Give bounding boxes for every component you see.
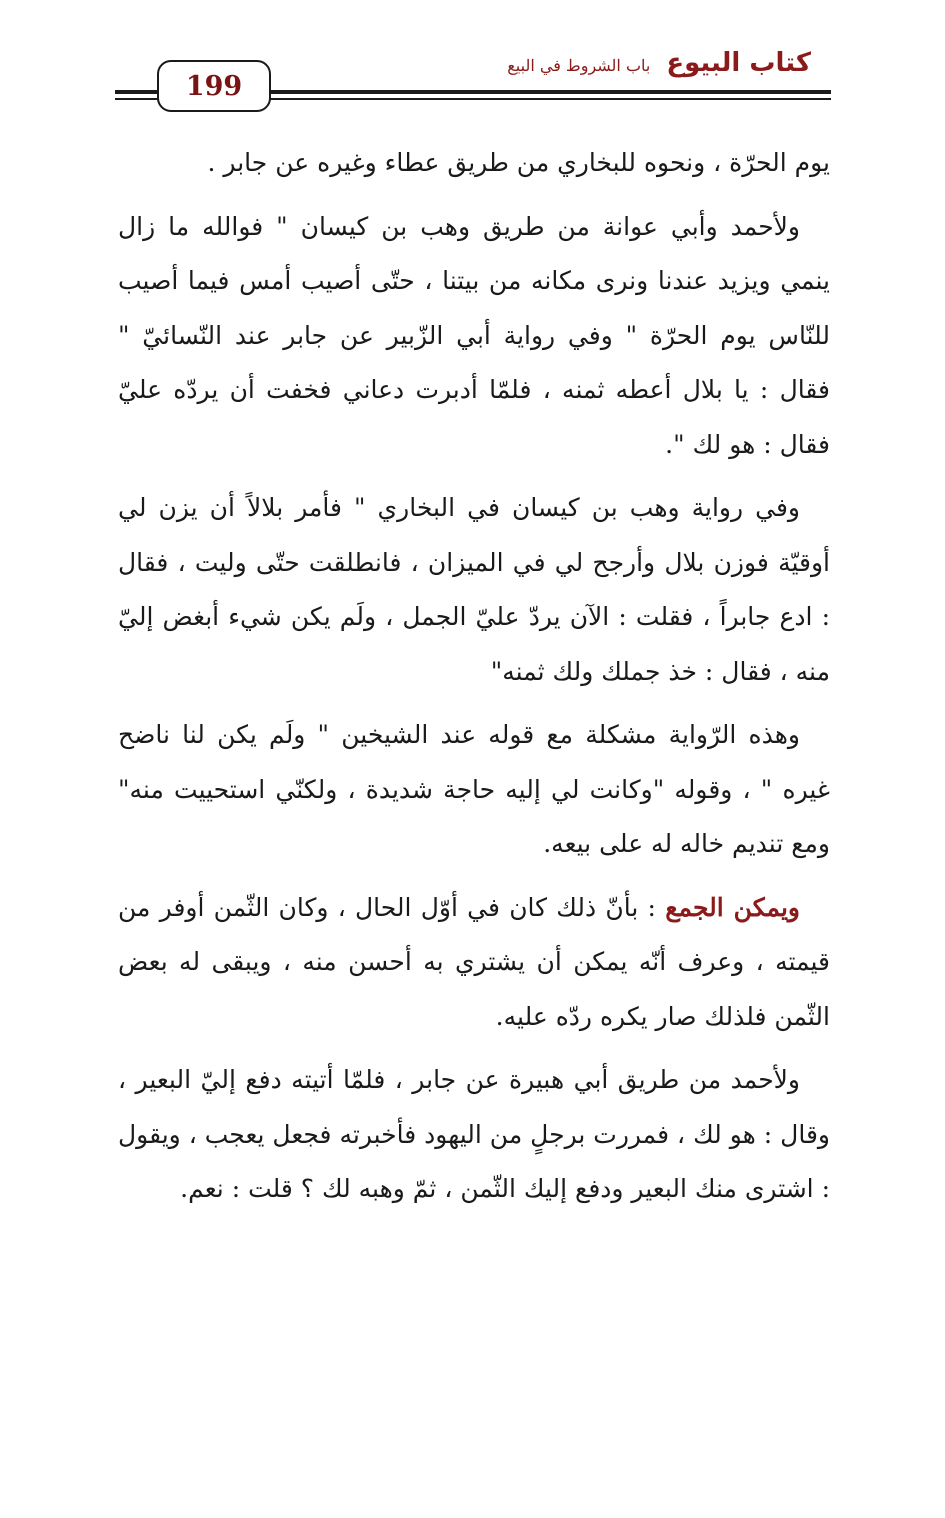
paragraph-2: ولأحمد وأبي عوانة من طريق وهب بن كيسان " فوالله ما زال ينمي ويزيد عندنا ونرى مكانه من بيتنا ، حتّى أصيب أمس فيما أصيب للنّاس يوم الحرّة " وفي رواية أبي الزّبير عن جابر عند النّسائيّ " فقال : يا بلال أعطه ثمنه ، فلمّا أدبرت دعاني فخفت أن يردّه عليّ فقال : هو لك ". xyxy=(118,211,830,459)
book-title: كتاب البيوع xyxy=(666,48,811,78)
page-number: 199 xyxy=(157,60,271,112)
page-body xyxy=(118,136,830,1226)
page-header xyxy=(115,40,831,125)
chapter-title: باب الشروط في البيع xyxy=(507,56,651,75)
paragraph-4: وهذه الرّواية مشكلة مع قوله عند الشيخين " ولَم يكن لنا ناضح غيره " ، وقوله "وكانت لي إليه حاجة شديدة ، ولكنّي استحييت منه" ومع تنديم خاله له على بيعه. xyxy=(118,720,830,858)
paragraph-5 xyxy=(118,881,830,1045)
paragraph-3: وفي رواية وهب بن كيسان في البخاري " فأمر بلالاً أن يزن لي أوقيّة فوزن بلال وأرجح لي في الميزان ، فانطلقت حتّى وليت ، فقال : ادع جابراً ، فقلت : الآن يردّ عليّ الجمل ، ولَم يكن شيء أبغض إليّ منه ، فقال : خذ جملك ولك ثمنه" xyxy=(118,493,830,686)
header-titles xyxy=(507,48,811,78)
paragraph-6: ولأحمد من طريق أبي هبيرة عن جابر ، فلمّا أتيته دفع إليّ البعير ، وقال : هو لك ، فمررت برجلٍ من اليهود فأخبرته فجعل يعجب ، ويقول : اشترى منك البعير ودفع إليك الثّمن ، ثمّ وهبه لك ؟ قلت : نعم. xyxy=(118,1065,830,1203)
highlighted-phrase: ويمكن الجمع xyxy=(665,892,800,922)
paragraph-5-text: : بأنّ ذلك كان في أوّل الحال ، وكان الثّمن أوفر من قيمته ، وعرف أنّه يمكن أن يشتري به أحسن منه ، ويبقى له بعض الثّمن فلذلك صار يكره ردّه عليه. xyxy=(118,892,830,1031)
paragraph-1: يوم الحرّة ، ونحوه للبخاري من طريق عطاء وغيره عن جابر . xyxy=(207,148,830,177)
